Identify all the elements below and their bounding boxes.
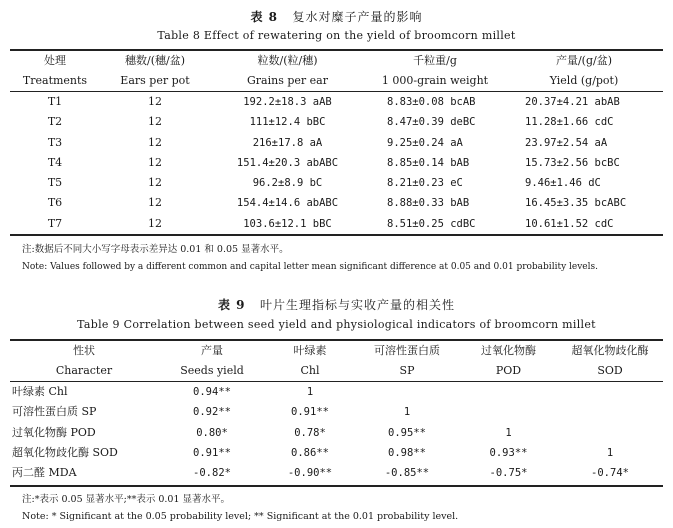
yield-cell: 15.73±2.56 bcBC bbox=[525, 156, 620, 169]
table9-header bbox=[10, 341, 663, 382]
weight-cell: 8.85±0.14 bAB bbox=[387, 156, 470, 169]
ears-cell: 12 bbox=[148, 135, 162, 149]
table9-header-cell: 可溶性蛋白质 bbox=[374, 344, 440, 357]
table9-bottom-rule bbox=[10, 485, 663, 487]
table8-body bbox=[10, 92, 663, 234]
table8-header-cell: 1 000-grain weight bbox=[381, 74, 489, 88]
table8-header-cell: 粒数/(粒/穗) bbox=[257, 54, 318, 67]
correlation-cell bbox=[354, 382, 460, 402]
table-row bbox=[10, 214, 663, 234]
correlation-cell: 1 bbox=[505, 426, 512, 439]
table9-header-cell: Seeds yield bbox=[180, 364, 244, 378]
correlation-cell: 0.92** bbox=[193, 406, 231, 419]
table9-title-cn: 叶片生理指标与实收产量的相关性 bbox=[259, 298, 455, 312]
yield-cell: 20.37±4.21 abAB bbox=[525, 96, 620, 108]
table9-number: 表 9 bbox=[218, 298, 246, 312]
treatment-cell: T6 bbox=[47, 196, 63, 210]
table9-header-cell: SOD bbox=[597, 364, 623, 378]
table8-note-cn: 注:数据后不同大小写字母表示差异达 0.01 和 0.05 显著水平。 bbox=[22, 244, 289, 255]
table9-header-cell: Character bbox=[55, 364, 113, 378]
character-cell: 叶绿素 Chl bbox=[12, 385, 68, 398]
grains-cell: 192.2±18.3 aAB bbox=[243, 96, 332, 108]
correlation-cell bbox=[557, 423, 663, 443]
table-row bbox=[10, 92, 663, 112]
grains-cell: 216±17.8 aA bbox=[252, 136, 323, 149]
table9-header-cell: 性状 bbox=[73, 344, 95, 357]
table9-header-cell: 叶绿素 bbox=[293, 344, 327, 357]
table-row bbox=[10, 402, 663, 422]
table9-caption-en: Table 9 Correlation between seed yield and physiological indicators of broomcorn millet bbox=[77, 318, 596, 331]
ears-cell: 12 bbox=[148, 196, 162, 210]
weight-cell: 8.88±0.33 bAB bbox=[387, 197, 470, 210]
ears-cell: 12 bbox=[148, 95, 162, 108]
character-cell: 超氧化物歧化酶 SOD bbox=[12, 445, 118, 459]
table8-header-row-en bbox=[10, 71, 663, 91]
correlation-cell: 0.86** bbox=[291, 446, 329, 459]
table-row bbox=[10, 133, 663, 153]
table9-header-cell: Chl bbox=[300, 364, 320, 378]
character-cell: 可溶性蛋白质 SP bbox=[12, 405, 97, 419]
yield-cell: 9.46±1.46 dC bbox=[525, 177, 601, 190]
weight-cell: 8.21±0.23 eC bbox=[387, 177, 463, 190]
ears-cell: 12 bbox=[148, 216, 162, 230]
table8-header-cell: Grains per ear bbox=[247, 74, 328, 88]
table8-header-cell: Ears per pot bbox=[120, 74, 190, 88]
correlation-cell: 1 bbox=[606, 446, 614, 459]
correlation-cell: -0.85** bbox=[384, 467, 430, 480]
correlation-cell: 0.93** bbox=[489, 446, 528, 459]
table9-header-cell: SP bbox=[399, 364, 415, 378]
correlation-cell bbox=[460, 402, 557, 422]
table9-caption-cn bbox=[0, 296, 673, 313]
correlation-cell: 0.98** bbox=[388, 446, 426, 459]
table8-caption-cn bbox=[0, 8, 673, 25]
table9-header-row-en bbox=[10, 361, 663, 381]
table-row bbox=[10, 173, 663, 193]
grains-cell: 154.4±14.6 abABC bbox=[236, 197, 339, 210]
table-row bbox=[10, 443, 663, 463]
yield-cell: 23.97±2.54 aA bbox=[525, 136, 608, 149]
grains-cell: 151.4±20.3 abABC bbox=[236, 156, 339, 169]
correlation-cell: -0.82* bbox=[193, 467, 231, 480]
treatment-cell: T4 bbox=[47, 155, 63, 169]
table-row bbox=[10, 423, 663, 443]
table8-bottom-rule bbox=[10, 234, 663, 236]
treatment-cell: T1 bbox=[47, 95, 63, 108]
table9-body bbox=[10, 382, 663, 483]
correlation-cell bbox=[460, 382, 557, 402]
correlation-cell: 0.91** bbox=[291, 406, 329, 419]
table8-header-cell: 处理 bbox=[44, 54, 66, 67]
table8-header-cell: 千粒重/g bbox=[413, 54, 457, 67]
table-row bbox=[10, 112, 663, 132]
weight-cell: 9.25±0.24 aA bbox=[387, 136, 463, 149]
correlation-cell: 1 bbox=[306, 386, 314, 398]
table8-header-row-cn bbox=[10, 51, 663, 71]
table8-title-cn: 复水对糜子产量的影响 bbox=[292, 10, 423, 24]
treatment-cell: T7 bbox=[47, 216, 63, 230]
ears-cell: 12 bbox=[148, 176, 162, 190]
table9-header-cell: POD bbox=[495, 364, 522, 378]
table-row bbox=[10, 382, 663, 402]
yield-cell: 16.45±3.35 bcABC bbox=[525, 197, 627, 210]
table9-header-cell: 过氧化物酶 bbox=[481, 344, 536, 357]
yield-cell: 10.61±1.52 cdC bbox=[525, 217, 614, 230]
grains-cell: 103.6±12.1 bBC bbox=[243, 217, 332, 230]
table-row bbox=[10, 153, 663, 173]
weight-cell: 8.83±0.08 bcAB bbox=[387, 96, 476, 108]
correlation-cell: 0.91** bbox=[193, 446, 231, 459]
table-row bbox=[10, 463, 663, 483]
grains-cell: 111±12.4 bBC bbox=[249, 116, 326, 129]
table9-note-cn: 注:*表示 0.05 显著水平;**表示 0.01 显著水平。 bbox=[22, 494, 231, 505]
table8-header-cell: Treatments bbox=[22, 74, 88, 88]
table9-header-cell: 超氧化物歧化酶 bbox=[571, 344, 649, 357]
weight-cell: 8.51±0.25 cdBC bbox=[387, 217, 476, 230]
character-cell: 过氧化物酶 POD bbox=[12, 425, 96, 439]
yield-cell: 11.28±1.66 cdC bbox=[525, 116, 614, 129]
correlation-cell: -0.74* bbox=[591, 467, 629, 480]
table9-header-cell: 产量 bbox=[201, 344, 223, 357]
table8-header bbox=[10, 51, 663, 92]
ears-cell: 12 bbox=[148, 155, 162, 169]
correlation-cell: 1 bbox=[403, 406, 411, 419]
table-row bbox=[10, 193, 663, 213]
correlation-cell: 0.94** bbox=[193, 386, 231, 398]
correlation-cell: -0.90** bbox=[287, 467, 333, 480]
table8-header-cell: Yield (g/pot) bbox=[549, 74, 619, 88]
table8-caption-en: Table 8 Effect of rewatering on the yield of broomcorn millet bbox=[157, 29, 516, 42]
table8-number: 表 8 bbox=[250, 10, 279, 24]
table9-header-row-cn bbox=[10, 341, 663, 361]
treatment-cell: T3 bbox=[47, 135, 63, 149]
weight-cell: 8.47±0.39 deBC bbox=[387, 116, 476, 129]
table8-note-en: Note: Values followed by a different common and capital letter mean significant difference at 0.05 and 0.01 probability levels. bbox=[22, 262, 598, 272]
table8-header-cell: 穗数/(穗/盆) bbox=[125, 54, 185, 67]
correlation-cell: 0.95** bbox=[388, 426, 426, 439]
correlation-cell: 0.78* bbox=[294, 426, 326, 439]
treatment-cell: T5 bbox=[47, 176, 63, 190]
ears-cell: 12 bbox=[148, 115, 162, 129]
treatment-cell: T2 bbox=[47, 115, 63, 129]
character-cell: 丙二醛 MDA bbox=[12, 466, 77, 480]
correlation-cell: -0.75* bbox=[489, 467, 528, 480]
correlation-cell bbox=[557, 402, 663, 422]
table9-note-en: Note: * Significant at the 0.05 probability level; ** Significant at the 0.01 probability level. bbox=[22, 511, 459, 522]
correlation-cell bbox=[557, 382, 663, 402]
correlation-cell: 0.80* bbox=[196, 426, 228, 439]
table8-header-cell: 产量/(g/盆) bbox=[555, 54, 613, 67]
grains-cell: 96.2±8.9 bC bbox=[252, 177, 323, 190]
